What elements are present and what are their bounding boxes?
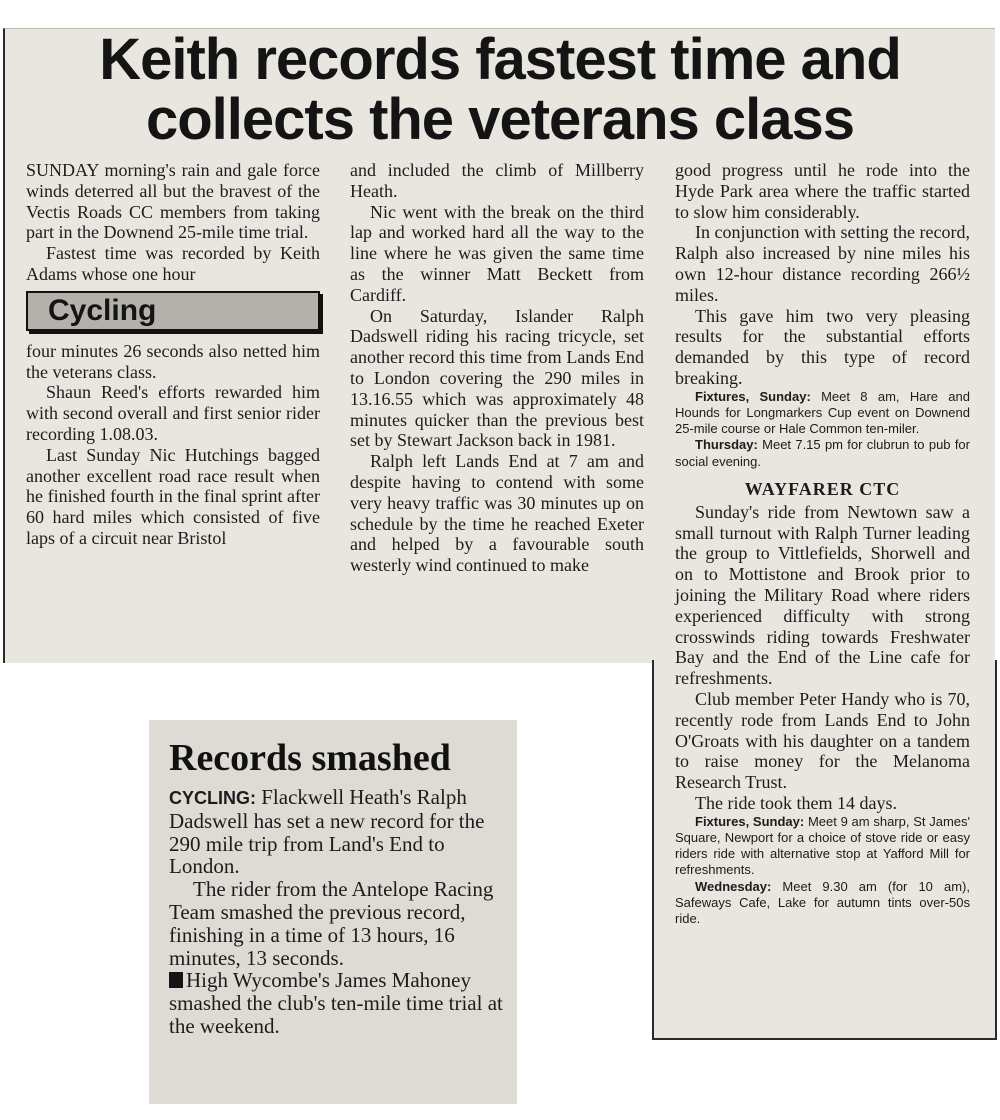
section-label-box <box>26 291 320 331</box>
fixtures-entry <box>675 437 970 469</box>
fixtures-text: Meet 9 am sharp, St James' Square, Newport for a choice of stove ride or easy riders ride with alternative stop at Yafford Mill for refreshments. <box>675 813 970 878</box>
fixtures-text: Meet 9.30 am (for 10 am), Safeways Cafe, Lake for autumn tints over-50s ride. <box>675 878 970 926</box>
fixtures-entry <box>675 814 970 879</box>
fixtures-text: Meet 8 am, Hare and Hounds for Longmarkers Cup event on Downend 25-mile course or Hale Common ten-miler. <box>675 388 970 437</box>
paragraph: Fastest time was recorded by Keith Adams whose one hour <box>26 243 320 284</box>
section-label: Cycling <box>48 293 157 327</box>
headline-line-1: Keith records fastest time and <box>99 27 901 92</box>
paragraph: Last Sunday Nic Hutchings bagged another excellent road race result when he finished fourth in the final sprint after 60 hard miles which consisted of five laps of a circuit near Bristol <box>26 444 320 548</box>
clipping-body <box>169 786 509 1038</box>
column-3 <box>675 160 970 927</box>
paragraph: Nic went with the break on the third lap and worked hard all the way to the line where he was given the same time as the winner Matt Beckett from Cardiff. <box>350 201 644 305</box>
bullet-text: High Wycombe's James Mahoney smashed the club's ten-mile time trial at the weekend. <box>169 968 503 1038</box>
fixtures-entry <box>675 389 970 438</box>
headline-line-2: collects the veterans class <box>145 87 855 152</box>
square-bullet-icon <box>169 972 183 988</box>
paragraph: four minutes 26 seconds also netted him the veterans class. <box>26 340 320 382</box>
paragraph <box>169 969 509 1037</box>
paragraph: The rider from the Antelope Racing Team smashed the previous record, finishing in a time of 13 hours, 16 minutes, 13 seconds. <box>169 877 494 970</box>
clipping-title: Records smashed <box>169 737 451 779</box>
fixtures-label: Wednesday: <box>695 878 772 894</box>
fixtures-label: Fixtures, Sunday: <box>695 813 805 829</box>
paragraph: Club member Peter Handy who is 70, recently rode from Lands End to John O'Groats with his daughter on a tandem to raise money for the Melanoma Research Trust. <box>675 688 970 793</box>
paragraph: In conjunction with setting the record, Ralph also increased by nine miles his own 12-hour distance recording 266½ miles. <box>675 222 970 305</box>
kicker-label: CYCLING: <box>169 788 256 808</box>
fixtures-entry <box>675 879 970 928</box>
column-2 <box>350 160 644 576</box>
paragraph: Shaun Reed's efforts rewarded him with second overall and first senior rider recording 1.08.03. <box>26 382 320 444</box>
fixtures-label: Thursday: <box>695 437 758 453</box>
kicker-text: Flackwell Heath's Ralph Dadswell has set a new record for the 290 mile trip from Land's End to London. <box>169 785 485 879</box>
paragraph: Sunday's ride from Newtown saw a small turnout with Ralph Turner leading the group to Vittlefields, Shorwell and on to Mottistone and Brook prior to joining the Military Road where riders experienced difficulty with strong crosswinds riding towards Freshwater Bay and the End of the Line cafe for refreshments. <box>675 501 970 689</box>
paragraph: and included the climb of Millberry Heath. <box>350 160 644 201</box>
paragraph: good progress until he rode into the Hyde Park area where the traffic started to slow him considerably. <box>675 160 970 222</box>
fixtures-label: Fixtures, Sunday: <box>695 388 811 404</box>
paragraph: On Saturday, Islander Ralph Dadswell riding his racing tricycle, set another record this time from Lands End to London covering the 290 miles in 13.16.55 which was approximately 48 minutes quicker than the previous best set by Stewart Jackson back in 1981. <box>350 305 644 451</box>
intro-paragraph: SUNDAY morning's rain and gale force winds deterred all but the bravest of the Vectis Roads CC members from taking part in the Downend 25-mile time trial. <box>26 160 320 243</box>
paragraph <box>169 786 509 878</box>
paragraph: This gave him two very pleasing results for the substantial efforts demanded by this type of record breaking. <box>675 305 970 388</box>
paragraph: Ralph left Lands End at 7 am and despite having to contend with some very heavy traffic was 30 minutes up on schedule by the time he reached Exeter and helped by a favourable south westerly wind continued to make <box>350 451 644 576</box>
column-1 <box>26 160 320 549</box>
club-subheading: WAYFARER CTC <box>744 478 901 499</box>
paragraph: The ride took them 14 days. <box>695 792 897 813</box>
fixtures-text: Meet 7.15 pm for clubrun to pub for social evening. <box>675 437 970 469</box>
records-smashed-clipping <box>149 720 517 1104</box>
headline <box>10 27 990 152</box>
